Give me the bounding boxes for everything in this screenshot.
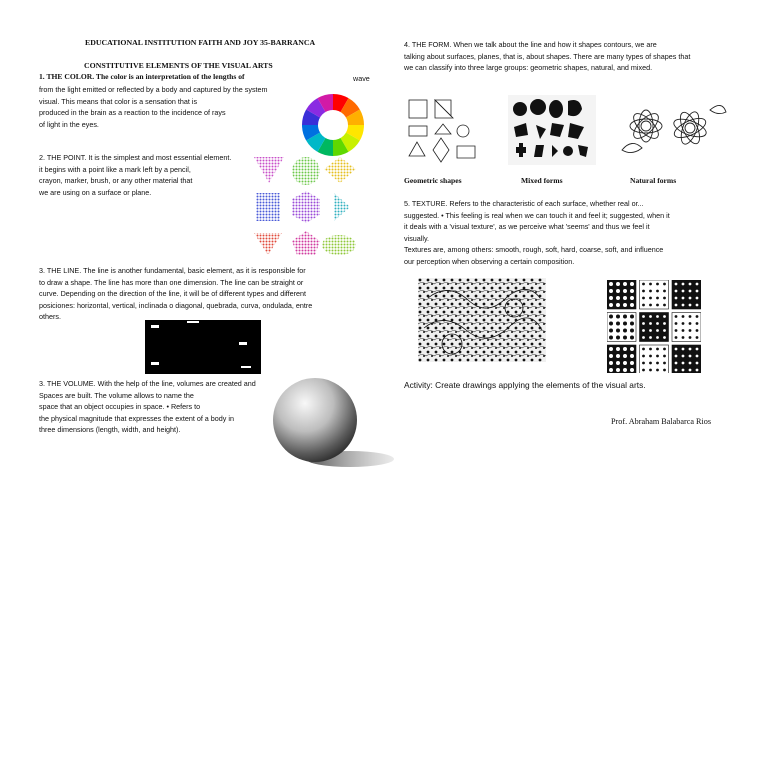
dotted-circle-shape (292, 157, 320, 185)
texture-tile-dot (689, 304, 692, 307)
texture-tile-dot (616, 282, 620, 286)
texture-tile-dot (630, 354, 634, 358)
texture-tile-dot (609, 368, 613, 372)
document-title: CONSTITUTIVE ELEMENTS OF THE VISUAL ARTS (84, 61, 273, 70)
line-line: 3. THE LINE. The line is another fundamental, basic element, as it is responsible for (39, 266, 306, 275)
volume-paragraph (39, 378, 284, 436)
texture-tile-dot (609, 361, 613, 365)
texture-tile-dot (656, 369, 659, 372)
activity-instruction: Activity: Create drawings applying the elements of the visual arts. (404, 380, 646, 390)
form-paragraph (404, 39, 749, 74)
texture-tile-dot (649, 348, 652, 351)
texture-tile-dot (675, 290, 678, 293)
texture-tile-dot (609, 354, 613, 358)
texture-tile-dot (689, 355, 692, 358)
texture-tile-dot (642, 355, 645, 358)
texture-tile-dot (642, 329, 645, 332)
texture-tile-dot (642, 348, 645, 351)
texture-tile-dot (649, 322, 652, 325)
texture-line: Textures are, among others: smooth, rough, soft, hard, coarse, soft, and influence (404, 245, 664, 255)
color-wheel-center (318, 110, 348, 140)
texture-tile-dot (663, 362, 666, 365)
line-line: posiciones: horizontal, vertical, inclinada o diagonal, quebrada, curva, ondulada, entre (39, 300, 313, 310)
texture-tile-dot (642, 336, 645, 339)
point-line: crayon, marker, brush, or any other material that (39, 176, 193, 186)
texture-tile-dot (649, 315, 652, 318)
texture-tile-dot (689, 362, 692, 365)
texture-tile-dot (656, 329, 659, 332)
texture-tile-dot (675, 355, 678, 358)
form-line: 4. THE FORM. When we talk about the line and how it shapes contours, we are (404, 40, 657, 49)
texture-tile-dot (649, 304, 652, 307)
caption-geometric-shapes: Geometric shapes (404, 176, 462, 185)
texture-tile-dot (630, 329, 634, 333)
point-paragraph (39, 152, 254, 198)
texture-tile-dot (696, 336, 699, 339)
line-paragraph (39, 265, 379, 323)
texture-tile-dot (642, 297, 645, 300)
texture-tile-dot (616, 322, 620, 326)
texture-tile-dot (675, 329, 678, 332)
texture-tile-dot (623, 368, 627, 372)
texture-tile-dot (616, 347, 620, 351)
texture-tile-dot (696, 369, 699, 372)
texture-line: suggested. • This feeling is real when we can touch it and feel it; suggested, when it (404, 210, 670, 220)
volume-line: three dimensions (length, width, and height). (39, 425, 181, 435)
texture-tile-dot (623, 322, 627, 326)
texture-tile-dot (642, 315, 645, 318)
texture-line: visually. (404, 233, 430, 243)
texture-tile-dot (663, 329, 666, 332)
texture-tile-dot (616, 368, 620, 372)
texture-line: 5. TEXTURE. Refers to the characteristic of each surface, whether real or... (404, 199, 644, 208)
color-line: visual. This means that color is a sensation that is (39, 96, 198, 106)
texture-tile-dot (696, 290, 699, 293)
dotted-pentagon-shape (292, 231, 320, 255)
volume-line: the physical magnitude that expresses the extent of a body in (39, 413, 234, 423)
texture-tile-dot (682, 315, 685, 318)
texture-tile-dot (623, 336, 627, 340)
texture-tile-dot (630, 296, 634, 300)
line-line: curve. Depending on the direction of the line, it will be of different types and different (39, 289, 307, 299)
point-line: we are using on a surface or plane. (39, 187, 152, 197)
dotted-arrow-shape (334, 193, 350, 221)
volume-line: 3. THE VOLUME. With the help of the line, volumes are created and (39, 379, 256, 388)
texture-tile-dot (689, 290, 692, 293)
texture-tile-dot (616, 354, 620, 358)
texture-tile-dot (663, 283, 666, 286)
texture-tile-dot (682, 329, 685, 332)
texture-tile-dot (696, 362, 699, 365)
texture-tile-dot (649, 355, 652, 358)
texture-tile-dot (616, 303, 620, 307)
texture-tile-dot (656, 315, 659, 318)
texture-tile-dot (656, 336, 659, 339)
texture-tile-dot (623, 282, 627, 286)
texture-tile-dot (609, 303, 613, 307)
texture-tile-dot (630, 361, 634, 365)
texture-tile-dot (656, 283, 659, 286)
texture-tile-dot (616, 361, 620, 365)
dotted-square-shape (256, 193, 280, 221)
texture-tile-dot (609, 282, 613, 286)
texture-tile-dot (623, 296, 627, 300)
texture-tile-dot (623, 315, 627, 319)
shaded-sphere-image (268, 375, 396, 469)
texture-tile-dot (630, 303, 634, 307)
texture-tile-dot (623, 354, 627, 358)
texture-tile-dot (682, 336, 685, 339)
texture-tile-dot (656, 348, 659, 351)
texture-tile-dot (630, 368, 634, 372)
texture-tile-dot (696, 315, 699, 318)
texture-tile-dot (609, 289, 613, 293)
texture-tile-dot (689, 283, 692, 286)
texture-tile-dot (642, 362, 645, 365)
texture-tile-dot (689, 322, 692, 325)
texture-tile-dot (616, 296, 620, 300)
texture-tile-dot (616, 329, 620, 333)
texture-paragraph (404, 198, 749, 268)
texture-tile-dot (630, 336, 634, 340)
texture-tile-dot (630, 282, 634, 286)
texture-tile-dot (682, 290, 685, 293)
texture-tile-dot (663, 355, 666, 358)
color-line: produced in the brain as a reaction to the incidence of rays (39, 108, 226, 118)
texture-tile-dot (675, 336, 678, 339)
texture-tile-dot (642, 304, 645, 307)
texture-tile-dot (609, 296, 613, 300)
texture-tile-dot (656, 297, 659, 300)
texture-tile-dot (656, 362, 659, 365)
mixed-forms-image (508, 95, 596, 165)
texture-tile-dot (630, 289, 634, 293)
natural-forms-image (618, 92, 730, 162)
texture-tile-dot (682, 297, 685, 300)
dotted-triangle-shape (254, 233, 282, 255)
texture-tile-dot (623, 361, 627, 365)
texture-tile-dot (689, 336, 692, 339)
form-line: talking about surfaces, planes, that is, about shapes. There are many types of shapes that (404, 51, 691, 61)
form-line: we can classify into three large groups: geometric shapes, natural, and mixed. (404, 63, 653, 73)
texture-tile-dot (649, 290, 652, 293)
texture-tile-dot (675, 315, 678, 318)
color-line: of light in the eyes. (39, 119, 99, 129)
texture-tile-dot (623, 289, 627, 293)
texture-tile-dot (675, 348, 678, 351)
texture-tile-dot (675, 322, 678, 325)
texture-tile-dot (675, 369, 678, 372)
texture-tile-dot (663, 322, 666, 325)
pattern-grid-tiles (607, 280, 701, 373)
texture-tile-dot (649, 362, 652, 365)
texture-tile-dot (642, 290, 645, 293)
volume-line: space that an object occupies in space. • Refers to (39, 402, 201, 412)
pattern-grid-texture-image (607, 280, 701, 373)
texture-tile-dot (642, 283, 645, 286)
organic-texture-image (418, 278, 546, 362)
texture-tile-dot (689, 348, 692, 351)
texture-tile-dot (609, 315, 613, 319)
texture-tile-dot (696, 355, 699, 358)
dotted-ellipse-shape (322, 235, 356, 255)
line-line: others. (39, 312, 61, 322)
texture-tile-dot (609, 322, 613, 326)
line-line: to draw a shape. The line has more than one dimension. The line can be straight or (39, 277, 304, 287)
texture-tile-dot (616, 336, 620, 340)
texture-line: it deals with a 'visual texture', as we perceive what 'seems' and thus we feel it (404, 222, 650, 232)
texture-tile-dot (682, 369, 685, 372)
texture-tile-dot (663, 348, 666, 351)
texture-tile-dot (642, 369, 645, 372)
point-line: it begins with a point like a mark left by a pencil, (39, 164, 191, 174)
teacher-signature: Prof. Abraham Balabarca Rios (611, 417, 712, 426)
texture-tile-dot (656, 322, 659, 325)
caption-mixed-forms: Mixed forms (521, 176, 563, 185)
texture-tile-dot (649, 329, 652, 332)
texture-tile-dot (630, 347, 634, 351)
volume-line: Spaces are built. The volume allows to name the (39, 390, 194, 400)
texture-tile-dot (616, 315, 620, 319)
texture-tile-dot (609, 329, 613, 333)
texture-tile-dot (630, 322, 634, 326)
texture-tile-dot (663, 290, 666, 293)
texture-tile-dot (623, 347, 627, 351)
texture-tile-dot (689, 369, 692, 372)
caption-natural-forms: Natural forms (630, 176, 677, 185)
texture-tile-dot (656, 290, 659, 293)
dot-shapes-image (250, 153, 360, 258)
texture-tile-dot (656, 304, 659, 307)
texture-tile-dot (649, 297, 652, 300)
point-line: 2. THE POINT. It is the simplest and most essential element. (39, 153, 232, 162)
texture-tile-dot (663, 297, 666, 300)
texture-tile-dot (675, 297, 678, 300)
texture-tile-dot (616, 289, 620, 293)
texture-line: our perception when observing a certain composition. (404, 256, 575, 266)
texture-tile-dot (682, 362, 685, 365)
texture-tile-dot (682, 283, 685, 286)
texture-tile-dot (675, 283, 678, 286)
color-line: from the light emitted or reflected by a body and captured by the system (39, 85, 268, 94)
texture-tile-dot (663, 315, 666, 318)
texture-tile-dot (623, 303, 627, 307)
texture-tile-dot (689, 329, 692, 332)
line-types-image (145, 320, 261, 374)
texture-tile-dot (682, 304, 685, 307)
texture-tile-dot (623, 329, 627, 333)
texture-tile-dot (696, 329, 699, 332)
sphere (273, 378, 357, 462)
texture-tile-dot (642, 322, 645, 325)
texture-tile-dot (649, 336, 652, 339)
texture-tile-dot (689, 297, 692, 300)
texture-tile-dot (609, 347, 613, 351)
texture-tile-dot (682, 355, 685, 358)
texture-tile-dot (689, 315, 692, 318)
texture-tile-dot (630, 315, 634, 319)
institution-name: EDUCATIONAL INSTITUTION FAITH AND JOY 35-BARRANCA (85, 38, 316, 47)
color-wave-word: wave (353, 74, 370, 83)
texture-tile-dot (696, 297, 699, 300)
dotted-diamond-shape (324, 157, 356, 183)
dotted-hexagon-shape (292, 191, 320, 223)
texture-tile-dot (663, 304, 666, 307)
texture-tile-dot (663, 369, 666, 372)
texture-tile-dot (696, 283, 699, 286)
texture-tile-dot (675, 362, 678, 365)
texture-tile-dot (682, 322, 685, 325)
dotted-triangle-shape (254, 157, 284, 183)
texture-tile-dot (696, 304, 699, 307)
color-wheel-image (300, 92, 366, 158)
color-heading: 1. THE COLOR. The color is an interpretation of the lengths of (39, 72, 245, 81)
texture-tile-dot (696, 322, 699, 325)
geometric-shapes-image (405, 96, 483, 166)
texture-tile-dot (696, 348, 699, 351)
texture-tile-dot (656, 355, 659, 358)
texture-tile-dot (675, 304, 678, 307)
color-paragraph (39, 84, 309, 130)
texture-tile-dot (649, 369, 652, 372)
texture-tile-dot (649, 283, 652, 286)
texture-tile-dot (663, 336, 666, 339)
texture-tile-dot (609, 336, 613, 340)
texture-tile-dot (682, 348, 685, 351)
